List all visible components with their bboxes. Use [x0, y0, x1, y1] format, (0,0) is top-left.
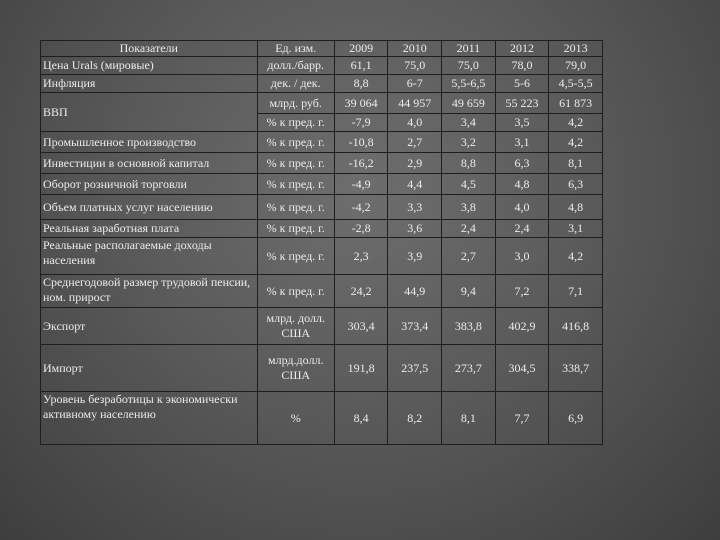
row-value: 7,2 — [495, 275, 549, 308]
row-value: 4,2 — [549, 132, 603, 153]
table-row — [41, 308, 603, 345]
row-value: 4,8 — [549, 195, 603, 220]
row-value: 2,3 — [334, 238, 388, 275]
row-value: -7,9 — [334, 114, 388, 132]
row-value: 5,5-6,5 — [442, 75, 496, 93]
row-value: 6-7 — [388, 75, 442, 93]
row-value: 373,4 — [388, 308, 442, 345]
header-year: 2010 — [388, 41, 442, 57]
row-value: 191,8 — [334, 345, 388, 392]
table-row — [41, 75, 603, 93]
row-value: 273,7 — [442, 345, 496, 392]
header-unit: Ед. изм. — [257, 41, 334, 57]
row-value: 3,5 — [495, 114, 549, 132]
row-value: 6,3 — [495, 153, 549, 174]
row-indicator: Инвестиции в основной капитал — [41, 153, 258, 174]
row-unit: % к пред. г. — [257, 275, 334, 308]
forecast-table — [40, 40, 603, 445]
row-value: 303,4 — [334, 308, 388, 345]
row-indicator: Цена Urals (мировые) — [41, 57, 258, 75]
row-value: 4,0 — [495, 195, 549, 220]
row-indicator: Экспорт — [41, 308, 258, 345]
row-value: 237,5 — [388, 345, 442, 392]
row-indicator: Объем платных услуг населению — [41, 195, 258, 220]
row-indicator: Уровень безработицы к экономически активному населению — [41, 392, 258, 445]
table-row — [41, 220, 603, 238]
row-value: 2,4 — [495, 220, 549, 238]
row-unit: % к пред. г. — [257, 195, 334, 220]
row-unit: долл./барр. — [257, 57, 334, 75]
row-indicator: Оборот розничной торговли — [41, 174, 258, 195]
row-indicator: ВВП — [41, 93, 258, 132]
row-value: 2,7 — [442, 238, 496, 275]
row-indicator: Инфляция — [41, 75, 258, 93]
row-value: 3,9 — [388, 238, 442, 275]
row-value: 4,5-5,5 — [549, 75, 603, 93]
row-value: 49 659 — [442, 93, 496, 114]
row-value: 7,7 — [495, 392, 549, 445]
row-value: 6,3 — [549, 174, 603, 195]
row-unit: млрд. руб. — [257, 93, 334, 114]
header-year: 2009 — [334, 41, 388, 57]
row-value: -10,8 — [334, 132, 388, 153]
row-value: 4,2 — [549, 238, 603, 275]
row-value: 44 957 — [388, 93, 442, 114]
header-year: 2011 — [442, 41, 496, 57]
row-value: 24,2 — [334, 275, 388, 308]
table-row — [41, 57, 603, 75]
row-value: 39 064 — [334, 93, 388, 114]
header-year: 2012 — [495, 41, 549, 57]
row-value: 8,2 — [388, 392, 442, 445]
row-value: -4,9 — [334, 174, 388, 195]
row-unit: млрд. долл. США — [257, 308, 334, 345]
row-value: 3,1 — [549, 220, 603, 238]
row-unit: % к пред. г. — [257, 238, 334, 275]
row-value: -16,2 — [334, 153, 388, 174]
row-value: 4,5 — [442, 174, 496, 195]
table-row — [41, 392, 603, 445]
row-unit: % — [257, 392, 334, 445]
row-value: 304,5 — [495, 345, 549, 392]
row-value: 79,0 — [549, 57, 603, 75]
table-row — [41, 93, 603, 114]
row-value: 6,9 — [549, 392, 603, 445]
row-indicator: Промышленное производство — [41, 132, 258, 153]
table-row — [41, 238, 603, 275]
row-value: -4,2 — [334, 195, 388, 220]
row-value: 8,1 — [549, 153, 603, 174]
row-value: 338,7 — [549, 345, 603, 392]
row-value: 78,0 — [495, 57, 549, 75]
row-value: 3,3 — [388, 195, 442, 220]
table-row — [41, 345, 603, 392]
row-value: 3,0 — [495, 238, 549, 275]
row-value: 2,7 — [388, 132, 442, 153]
row-indicator: Реальная заработная плата — [41, 220, 258, 238]
table-row — [41, 174, 603, 195]
row-value: 61,1 — [334, 57, 388, 75]
row-unit: % к пред. г. — [257, 132, 334, 153]
row-value: 8,8 — [334, 75, 388, 93]
row-value: 55 223 — [495, 93, 549, 114]
row-unit: млрд.долл. США — [257, 345, 334, 392]
row-value: 383,8 — [442, 308, 496, 345]
row-value: 5-6 — [495, 75, 549, 93]
table-row — [41, 132, 603, 153]
row-value: 7,1 — [549, 275, 603, 308]
row-unit: % к пред. г. — [257, 220, 334, 238]
row-value: 8,4 — [334, 392, 388, 445]
row-indicator: Среднегодовой размер трудовой пенсии, ном. прирост — [41, 275, 258, 308]
row-value: 402,9 — [495, 308, 549, 345]
row-unit: дек. / дек. — [257, 75, 334, 93]
row-unit: % к пред. г. — [257, 174, 334, 195]
table-row — [41, 275, 603, 308]
row-value: 75,0 — [442, 57, 496, 75]
table-header-row — [41, 41, 603, 57]
row-unit: % к пред. г. — [257, 114, 334, 132]
row-value: 75,0 — [388, 57, 442, 75]
row-value: 2,4 — [442, 220, 496, 238]
row-indicator: Импорт — [41, 345, 258, 392]
row-value: 3,4 — [442, 114, 496, 132]
row-value: 8,8 — [442, 153, 496, 174]
row-value: 3,6 — [388, 220, 442, 238]
row-value: 4,2 — [549, 114, 603, 132]
row-value: 3,8 — [442, 195, 496, 220]
row-value: 3,2 — [442, 132, 496, 153]
row-value: 4,0 — [388, 114, 442, 132]
row-value: 4,4 — [388, 174, 442, 195]
table-row — [41, 195, 603, 220]
row-value: 4,8 — [495, 174, 549, 195]
table-row — [41, 153, 603, 174]
header-indicator: Показатели — [41, 41, 258, 57]
row-value: -2,8 — [334, 220, 388, 238]
row-value: 8,1 — [442, 392, 496, 445]
row-indicator: Реальные располагаемые доходы населения — [41, 238, 258, 275]
row-value: 416,8 — [549, 308, 603, 345]
row-value: 9,4 — [442, 275, 496, 308]
row-value: 3,1 — [495, 132, 549, 153]
row-unit: % к пред. г. — [257, 153, 334, 174]
header-year: 2013 — [549, 41, 603, 57]
row-value: 61 873 — [549, 93, 603, 114]
row-value: 2,9 — [388, 153, 442, 174]
row-value: 44,9 — [388, 275, 442, 308]
